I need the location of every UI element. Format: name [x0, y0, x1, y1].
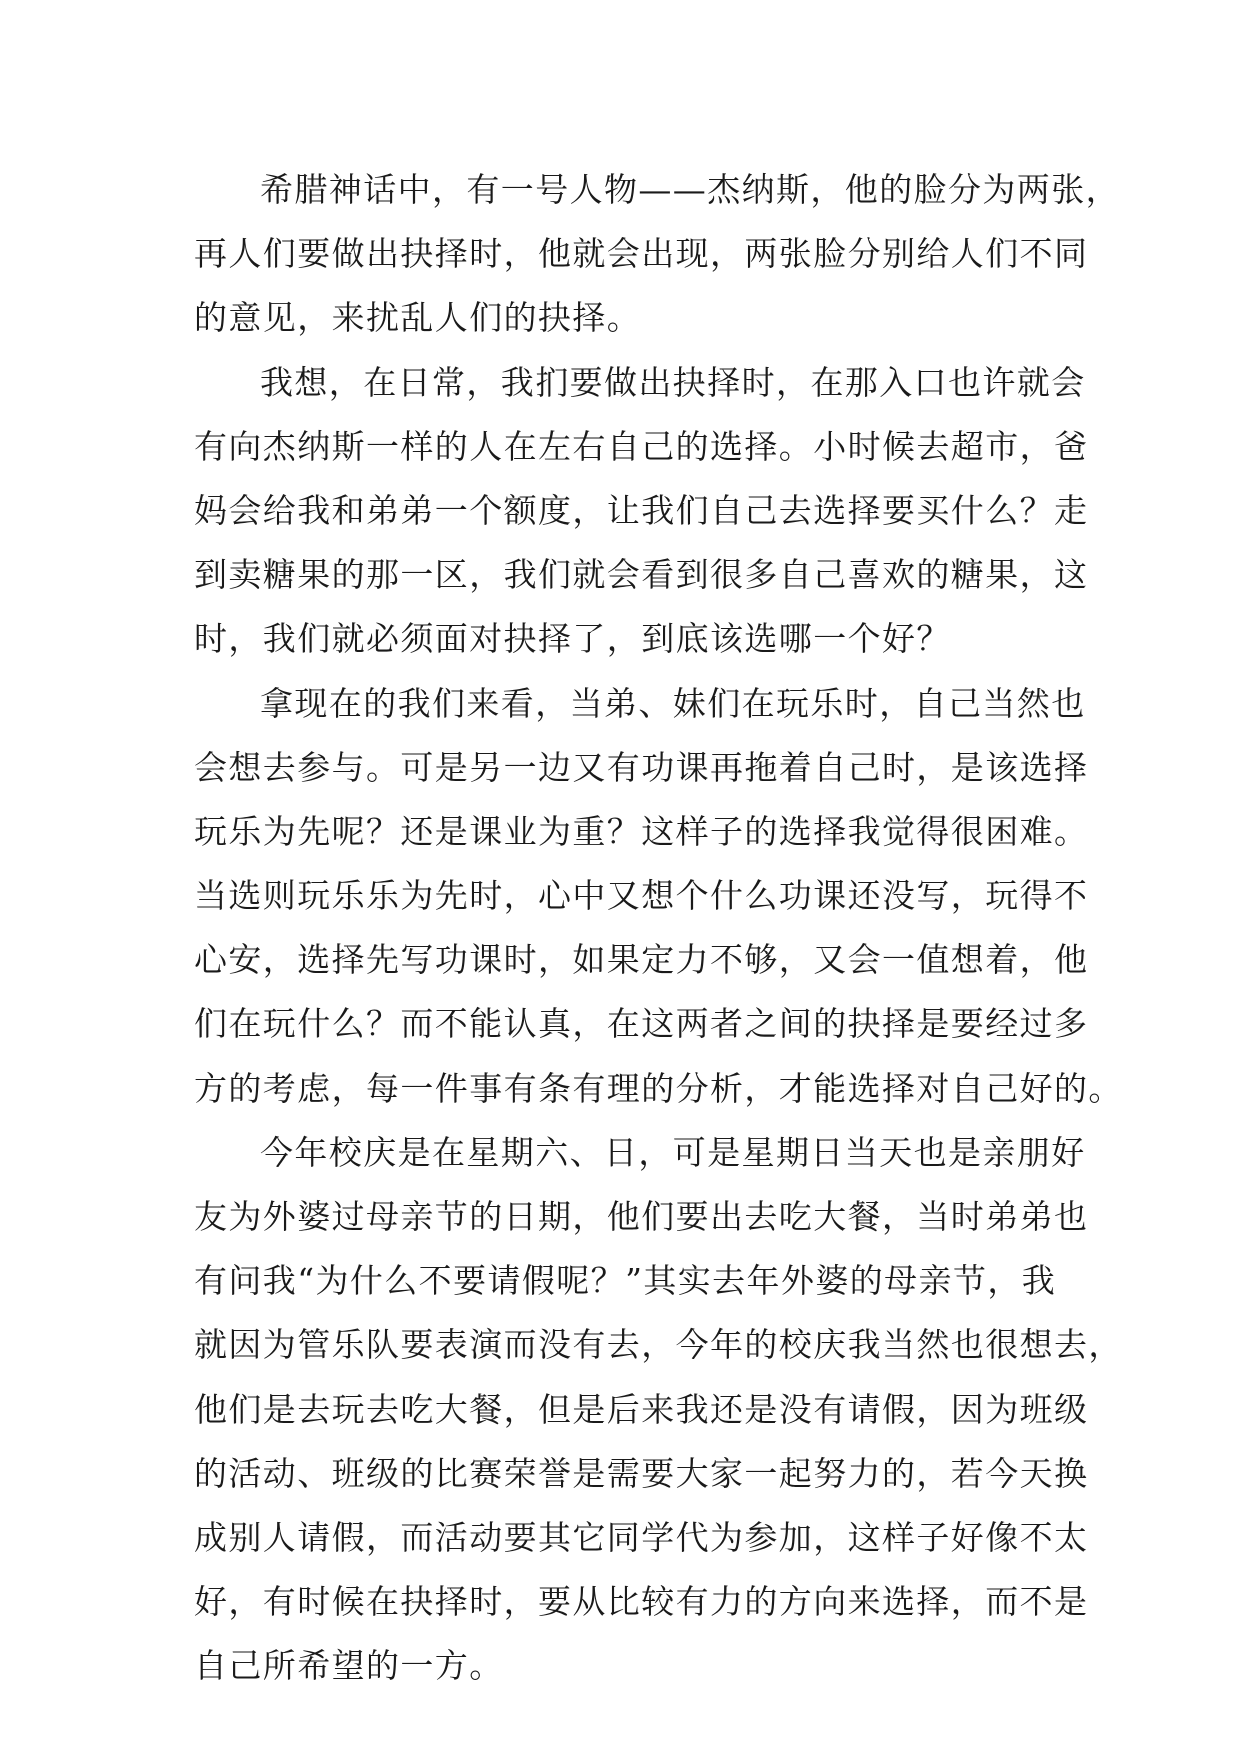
text-line: 的意见，来扰乱人们的抉择。: [194, 298, 642, 338]
paragraph: [194, 351, 1089, 672]
text-line: 玩乐为先呢？还是课业为重？这样子的选择我觉得很困难。: [194, 811, 1089, 851]
text-line: 今年校庆是在星期六、日，可是星期日当天也是亲朋好: [260, 1132, 1086, 1172]
text-line: 心安，选择先写功课时，如果定力不够，又会一值想着，他: [194, 940, 1089, 980]
text-line: 他们是去玩去吃大餐，但是后来我还是没有请假，因为班级: [194, 1389, 1089, 1429]
text-line: 希腊神话中，有一号人物——杰纳斯，他的脸分为两张，: [260, 170, 1120, 209]
paragraph: [194, 158, 1120, 351]
text-line: 好，有时候在抉择时，要从比较有力的方向来选择，而不是: [194, 1582, 1089, 1622]
text-line: 到卖糖果的那一区，我们就会看到很多自己喜欢的糖果，这: [194, 555, 1089, 595]
text-line: 再人们要做出抉择时，他就会出现，两张脸分别给人们不同: [194, 234, 1089, 274]
text-line: 有向杰纳斯一样的人在左右自己的选择。小时候去超市，爸: [194, 426, 1089, 466]
text-line: 拿现在的我们来看，当弟、妹们在玩乐时，自己当然也: [260, 683, 1086, 723]
text-line: 会想去参与。可是另一边又有功课再拖着自己时，是该选择: [194, 747, 1089, 787]
text-line: 成别人请假，而活动要其它同学代为参加，这样子好像不太: [194, 1517, 1089, 1557]
text-line: 时，我们就必须面对抉择了，到底该选哪一个好？: [194, 619, 951, 659]
text-line: 友为外婆过母亲节的日期，他们要出去吃大餐，当时弟弟也: [194, 1197, 1089, 1236]
text-line: 当选则玩乐乐为先时，心中又想个什么功课还没写，玩得不: [194, 876, 1089, 916]
text-line: 方的考虑，每一件事有条有理的分析，才能选择对自己好的。: [194, 1068, 1123, 1108]
text-line: 自己所希望的一方。: [194, 1646, 504, 1686]
text-line: 妈会给我和弟弟一个额度，让我们自己去选择要买什么？走: [194, 490, 1089, 530]
text-line: 有问我“为什么不要请假呢？”其实去年外婆的母亲节，我: [194, 1261, 1057, 1301]
text-line: 的活动、班级的比赛荣誉是需要大家一起努力的，若今天换: [194, 1453, 1089, 1493]
essay-body: [194, 158, 1123, 1699]
text-line: 们在玩什么？而不能认真，在这两者之间的抉择是要经过多: [194, 1004, 1089, 1044]
text-line: 就因为管乐队要表演而没有去，今年的校庆我当然也很想去，: [194, 1325, 1123, 1365]
text-line: 我想，在日常，我扪要做出抉择时，在那入口也许就会: [260, 362, 1086, 402]
paragraph: [194, 672, 1123, 1121]
paragraph: [194, 1121, 1123, 1699]
